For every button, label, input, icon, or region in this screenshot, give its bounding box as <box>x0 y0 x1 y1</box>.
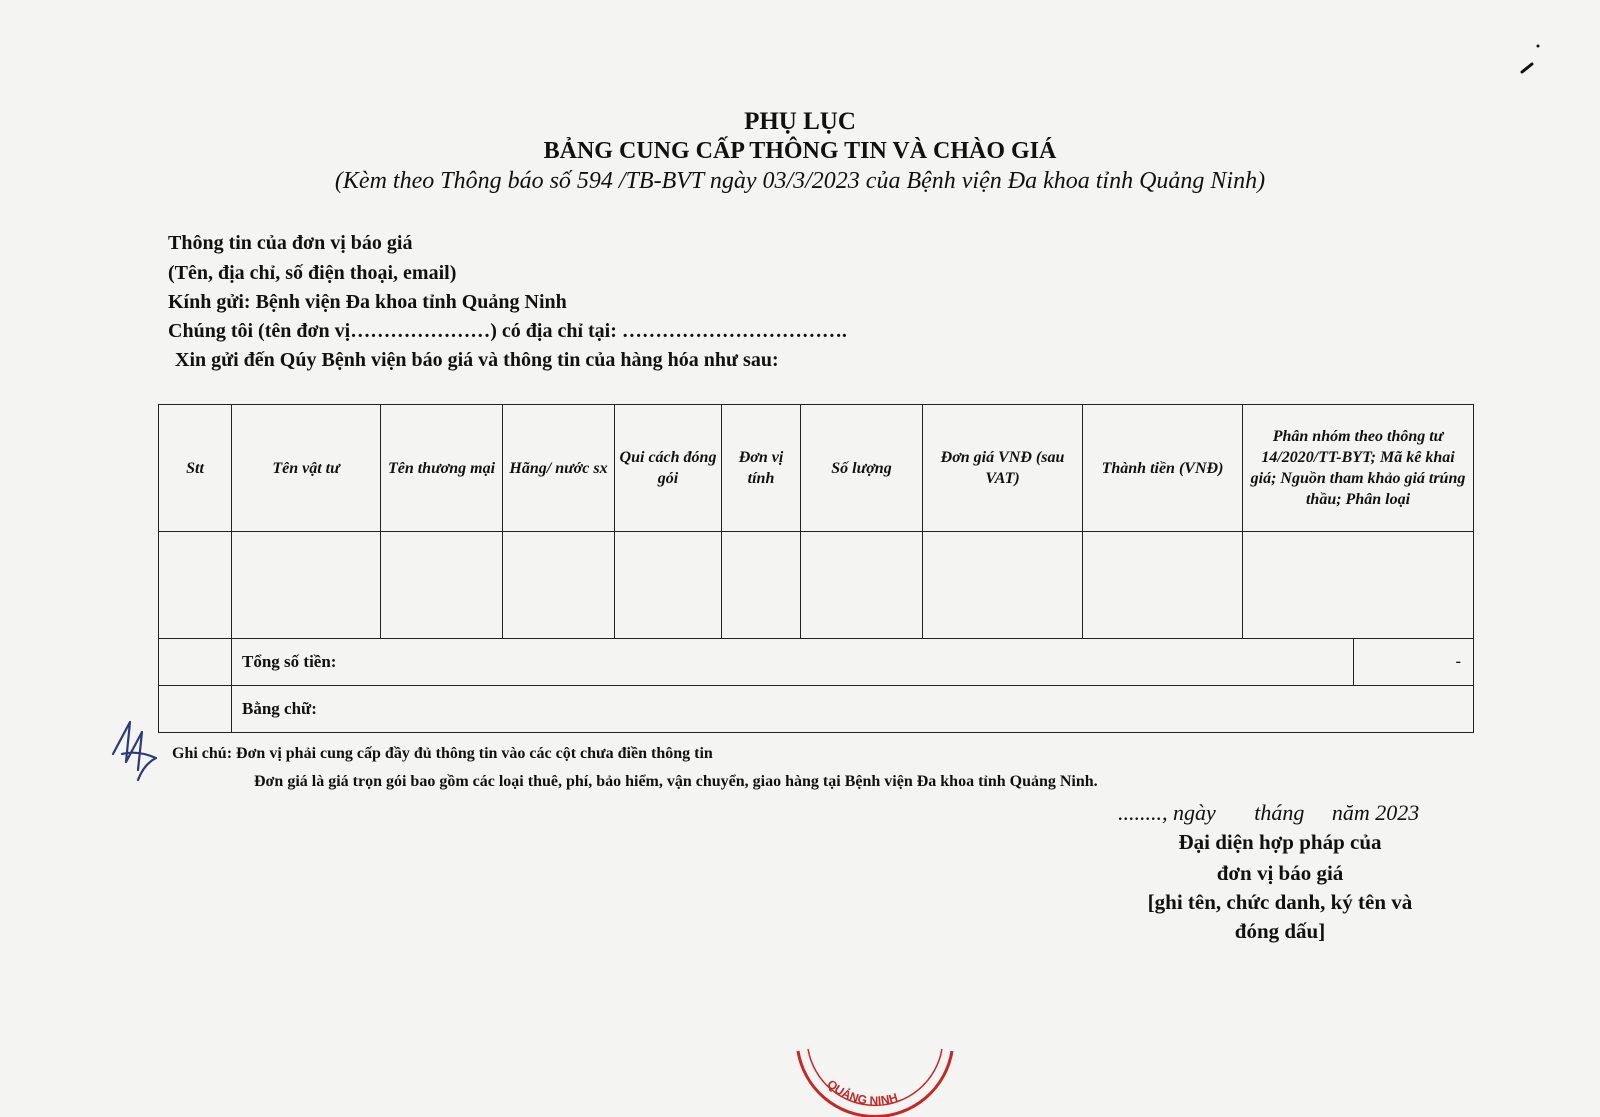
document-subtitle: BẢNG CUNG CẤP THÔNG TIN VÀ CHÀO GIÁ <box>543 138 1057 164</box>
info-line-3: Kính gửi: Bệnh viện Đa khoa tỉnh Quảng Ninh <box>168 291 567 313</box>
header-cell: Qui cách đóng gói <box>615 405 722 532</box>
info-line-1: Thông tin của đơn vị báo giá <box>168 232 413 254</box>
header-cell: Số lượng <box>801 405 923 532</box>
table-header-row <box>159 405 1474 532</box>
header-cell: Stt <box>159 405 232 532</box>
signature-line-3: [ghi tên, chức danh, ký tên và <box>1147 890 1413 914</box>
header-cell: Hãng/ nước sx <box>503 405 615 532</box>
document-reference: (Kèm theo Thông báo số 594 /TB-BVT ngày 03/3/2023 của Bệnh viện Đa khoa tỉnh Quảng Ninh) <box>334 168 1266 194</box>
table-cell <box>232 532 381 639</box>
header-cell: Thành tiền (VNĐ) <box>1083 405 1243 532</box>
table-cell <box>503 532 615 639</box>
quotation-table <box>158 404 1474 733</box>
date-line: ........, ngày tháng năm 2023 <box>1118 800 1420 825</box>
signature-line-4: đóng dấu] <box>1234 919 1326 943</box>
note-line-1: Ghi chú: Đơn vị phải cung cấp đầy đủ thông tin vào các cột chưa điền thông tin <box>172 745 713 762</box>
info-line-4: Chúng tôi (tên đơn vị…………………) có địa chỉ tại: ……………………………. <box>168 320 847 342</box>
table-cell <box>159 639 232 686</box>
table-cell <box>381 532 503 639</box>
handwritten-initials <box>108 714 168 784</box>
total-value: - <box>1354 639 1474 686</box>
info-line-5: Xin gửi đến Qúy Bệnh viện báo giá và thông tin của hàng hóa như sau: <box>175 349 779 371</box>
header-cell: Tên thương mại <box>381 405 503 532</box>
signature-line-2: đơn vị báo giá <box>1216 861 1344 885</box>
header-cell: Đơn giá VNĐ (sau VAT) <box>923 405 1083 532</box>
table-cell <box>923 532 1083 639</box>
pen-mark <box>1518 40 1548 80</box>
total-label: Tổng số tiền: <box>232 639 1354 686</box>
table-cell <box>722 532 801 639</box>
header-cell: Phân nhóm theo thông tư 14/2020/TT-BYT; Mã kê khai giá; Nguồn tham khảo giá trúng thầu; Phân loại <box>1243 405 1474 532</box>
table-cell <box>1083 532 1243 639</box>
total-row <box>159 639 1474 686</box>
document-title: PHỤ LỤC <box>744 108 856 135</box>
note-line-2: Đơn giá là giá trọn gói bao gồm các loại thuê, phí, bảo hiểm, vận chuyển, giao hàng tại Bệnh viện Đa khoa tỉnh Quảng Ninh. <box>254 773 1098 790</box>
table-cell <box>615 532 722 639</box>
words-label: Bằng chữ: <box>232 686 1474 733</box>
words-row <box>159 686 1474 733</box>
table-cell <box>1243 532 1474 639</box>
info-line-2: (Tên, địa chỉ, số điện thoại, email) <box>168 262 457 284</box>
table-cell <box>159 686 232 733</box>
header-cell: Tên vật tư <box>232 405 381 532</box>
header-cell: Đơn vị tính <box>722 405 801 532</box>
svg-text:QUẢNG NINH <box>824 1077 899 1108</box>
signature-line-1: Đại diện hợp pháp của <box>1178 830 1382 854</box>
table-cell <box>159 532 232 639</box>
table-cell <box>801 532 923 639</box>
red-stamp-seal <box>790 1045 960 1117</box>
table-row <box>159 532 1474 639</box>
stamp-text: QUẢNG NINH <box>824 1076 900 1108</box>
